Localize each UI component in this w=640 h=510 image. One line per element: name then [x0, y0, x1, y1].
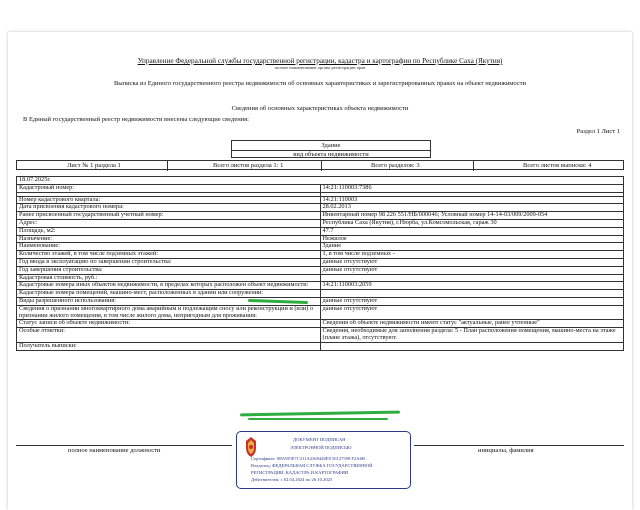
stamp-line1: ДОКУМЕНТ ПОДПИСАН	[293, 437, 346, 442]
extract-title: Выписка из Единого государственного реестра недвижимости об основных характеристиках и зарегистрированных правах на объект недвижимости	[113, 80, 527, 87]
row-label: Статус записи об объекте недвижимости:	[17, 320, 321, 328]
position-line	[16, 445, 232, 446]
row-label: Особые отметки:	[17, 328, 321, 343]
sheet-number: Лист № 1 раздела 1	[67, 162, 121, 169]
row-value: 1, в том числе подземных -	[320, 251, 624, 259]
authority-name: Управление Федеральной службы государственной регистрации, кадастра и картографии по Республике Саха (Якутия)	[137, 57, 503, 65]
row-label: Виды разрешенного использования:	[17, 297, 321, 305]
part-label: Раздел 1 Лист 1	[576, 128, 620, 135]
row-label: Ранее присвоенный государственный учетный номер:	[17, 212, 321, 220]
stamp-owner: Владелец: ФЕДЕРАЛЬНАЯ СЛУЖБА ГОСУДАРСТВЕННОЙ	[251, 463, 373, 468]
row-label: Получатель выписки:	[17, 342, 321, 350]
row-value: 47.7	[320, 227, 624, 235]
position-caption: полное наименование должности	[68, 447, 161, 454]
object-type-box	[231, 140, 431, 158]
object-type: Здание	[321, 142, 341, 149]
row-label: Кадастровые номера помещений, машино-мест, расположенных в здании или сооружении:	[17, 290, 321, 298]
row-value: данные отсутствуют	[320, 266, 624, 274]
row-value: Инвентарный номер 98 226 551/НБ/000046; Условный номер 14-14-03/009/2009-054	[320, 212, 624, 220]
row-label: Кадастровые номера иных объектов недвижимости, в пределах которых расположен объект недвижимости:	[17, 282, 321, 290]
row-label: Сведения о признании многоквартирного дома аварийным и подлежащим сносу или реконструкции и (или) о признании жилого помещения, в том числе жилого дома, непригодным для проживания:	[17, 305, 321, 320]
row-value: данные отсутствуют	[320, 258, 624, 266]
characteristics-table	[16, 176, 624, 351]
sheet-info-row	[16, 160, 624, 170]
row-label: Кадастровый номер:	[17, 184, 321, 192]
extract-date: 18.07.2025г.	[17, 177, 624, 185]
e-signature-stamp	[236, 431, 411, 489]
total-sheets-extract: Всего листов выписки: 4	[523, 162, 592, 169]
row-value: Сведения, необходимые для заполнения раздела: 5 - План расположения помещения, машино-места на этаже (плане этажа), отсутствуют.	[320, 328, 624, 343]
highlight-mark	[240, 411, 400, 417]
row-value: Республика Саха (Якутия), г.Нюрба, ул.Комсомольская, гараж 30	[320, 219, 624, 227]
intro-text: В Единый государственный реестр недвижимости внесены следующие сведения:	[23, 116, 249, 123]
row-label: Дата присвоения кадастрового номера:	[17, 204, 321, 212]
row-label: Наименование:	[17, 243, 321, 251]
authority-caption: полное наименование органа регистрации прав	[274, 65, 366, 70]
stamp-line2: ЭЛЕКТРОННОЙ ПОДПИСЬЮ	[290, 445, 352, 450]
row-label: Номер кадастрового квартала:	[17, 196, 321, 204]
coat-of-arms-icon	[243, 436, 259, 458]
highlight-mark	[248, 418, 388, 420]
row-value	[320, 342, 624, 350]
row-value: Сведения об объекте недвижимости имеют статус "актуальные, ранее учтенные"	[320, 320, 624, 328]
row-label: Год ввода в эксплуатацию по завершении строительства:	[17, 258, 321, 266]
row-value: 28.02.2013	[320, 204, 624, 212]
row-value: 14:21:110003	[320, 196, 624, 204]
row-label: Год завершения строительства:	[17, 266, 321, 274]
stamp-certificate: Сертификат: 009A95E7C311A2369440F8 56127598 F2A6B	[251, 456, 365, 461]
extract-document	[8, 32, 632, 510]
row-label: Количество этажей, в том числе подземных этажей:	[17, 251, 321, 259]
stamp-valid: Действителен: с 02.04.2024 по 26.10.2025	[251, 477, 333, 482]
stamp-owner-2: РЕГИСТРАЦИИ, КАДАСТРА И КАРТОГРАФИИ	[251, 470, 349, 475]
row-label: Адрес:	[17, 219, 321, 227]
row-value: Здание	[320, 243, 624, 251]
name-line	[414, 445, 624, 446]
object-type-caption: вид объекта недвижимости	[232, 150, 430, 158]
section-title: Сведения об основных характеристиках объекта недвижимости	[231, 105, 409, 112]
row-value: данные отсутствуют	[320, 297, 624, 305]
row-value: Нежилое	[320, 235, 624, 243]
total-sections: Всего разделов: 3	[371, 162, 420, 169]
row-label: Кадастровая стоимость, руб.:	[17, 274, 321, 282]
row-label: Назначение:	[17, 235, 321, 243]
total-sheets-section: Всего листов раздела 1: 1	[213, 162, 284, 169]
name-caption: инициалы, фамилия	[478, 447, 534, 454]
row-value: данные отсутствуют	[320, 305, 624, 320]
row-label: Площадь, м2:	[17, 227, 321, 235]
row-value: 14:21:110003:2059	[320, 282, 624, 290]
row-value: 14:21:110003:7386	[320, 184, 624, 192]
